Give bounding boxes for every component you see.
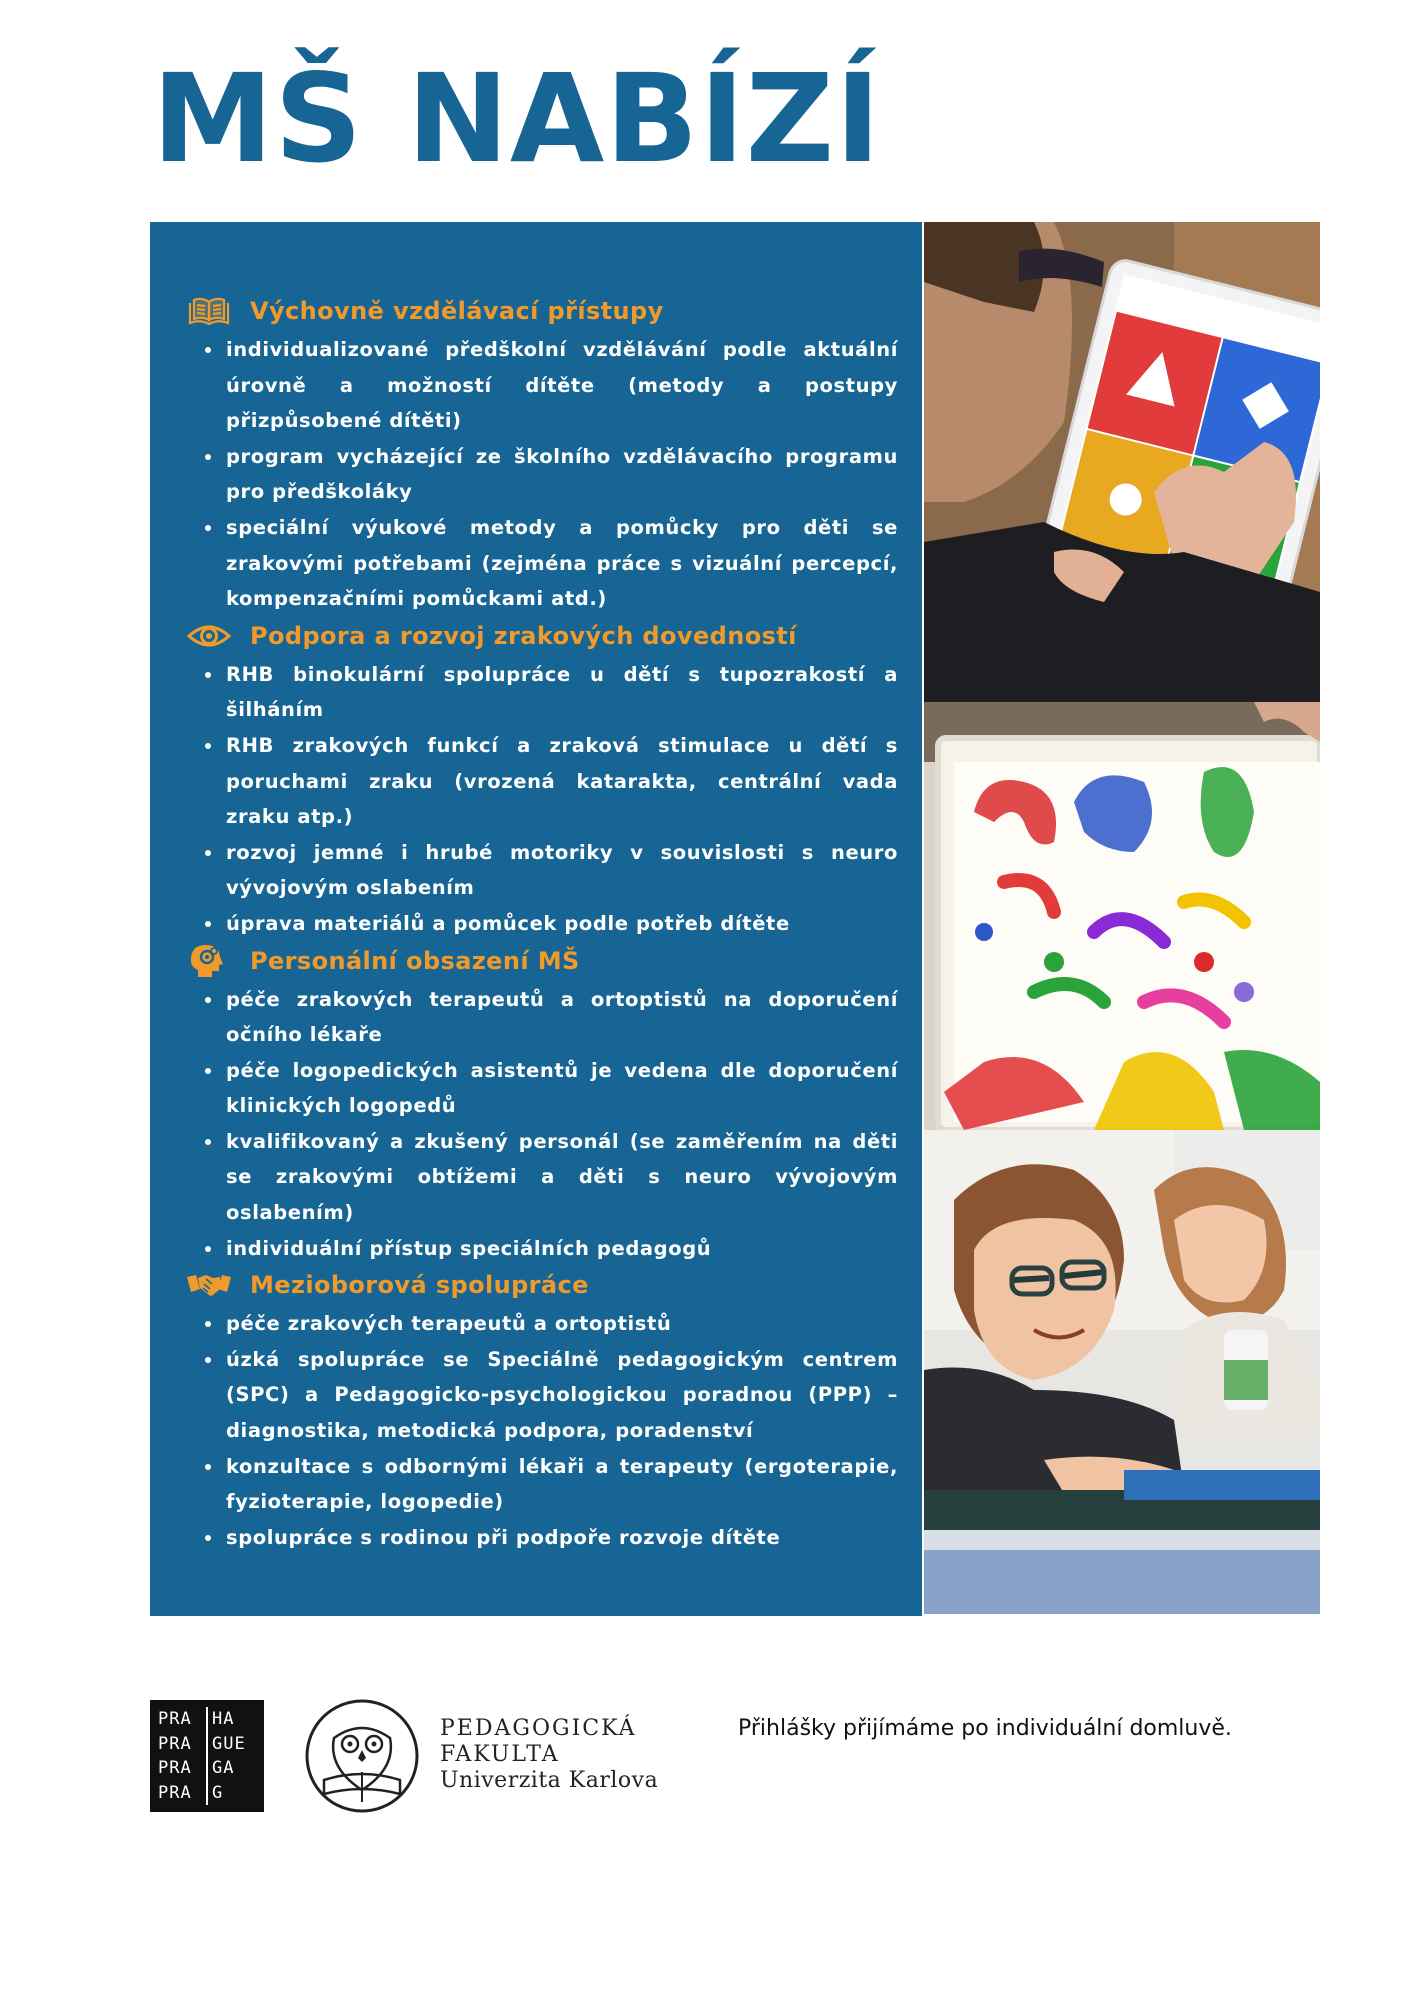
praha-logo <box>150 1700 264 1812</box>
praha-logo-text: PRA <box>158 1758 192 1778</box>
faculty-name <box>440 1716 658 1794</box>
list-item: • kvalifikovaný a zkušený personál (se zaměřením na děti se zrakovými obtížemi a děti s neuro vývojovým oslabením) <box>224 1124 898 1231</box>
list-item: • úzká spolupráce se Speciálně pedagogickým centrem (SPC) a Pedagogicko-psychologickou poradnou (PPP) – diagnostika, metodická podpora, poradenství <box>224 1342 898 1449</box>
faculty-university: Univerzita Karlova <box>440 1768 659 1793</box>
section-list <box>186 657 898 942</box>
page-title: MŠ NABÍZÍ <box>152 48 882 190</box>
praha-logo-text: PRA <box>158 1782 192 1803</box>
section-interdisciplinary <box>186 1266 898 1555</box>
photo-child-tablet <box>924 222 1320 702</box>
faculty-name-line: PEDAGOGICKÁ <box>440 1716 637 1741</box>
book-icon <box>186 293 234 329</box>
offer-content <box>186 292 898 1555</box>
section-visual-skills <box>186 617 898 942</box>
list-item: • péče zrakových terapeutů a ortoptistů <box>224 1306 898 1342</box>
list-item: • spolupráce s rodinou při podpoře rozvoje dítěte <box>224 1520 898 1556</box>
praha-logo-text: HA <box>206 1707 256 1732</box>
list-item: • program vycházející ze školního vzdělávacího programu pro předškoláky <box>224 439 898 510</box>
list-item: • péče logopedických asistentů je vedena dle doporučení klinických logopedů <box>224 1053 898 1124</box>
list-item: • konzultace s odbornými lékaři a terapeuty (ergoterapie, fyzioterapie, logopedie) <box>224 1449 898 1520</box>
photo-column <box>924 222 1320 1614</box>
list-item: • RHB binokulární spolupráce u dětí s tupozrakostí a šilháním <box>224 657 898 728</box>
praha-logo-text: GA <box>206 1756 256 1781</box>
list-item: • speciální výukové metody a pomůcky pro děti se zrakovými potřebami (zejména práce s vizuální percepcí, kompenzačními pomůckami atd.) <box>224 510 898 617</box>
praha-logo-text: GUE <box>206 1732 256 1757</box>
section-heading: Personální obsazení MŠ <box>250 946 580 975</box>
section-staff <box>186 942 898 1267</box>
offer-panel <box>150 222 922 1616</box>
list-item: • individualizované předškolní vzdělávání podle aktuální úrovně a možností dítěte (metody a postupy přizpůsobené dítěti) <box>224 332 898 439</box>
section-heading: Podpora a rozvoj zrakových dovedností <box>250 621 797 650</box>
list-item: • péče zrakových terapeutů a ortoptistů na doporučení očního lékaře <box>224 982 898 1053</box>
section-list <box>186 332 898 617</box>
handshake-icon <box>186 1267 234 1303</box>
photo-smiling-boy <box>924 1130 1320 1614</box>
eye-icon <box>186 618 234 654</box>
head-gears-icon <box>186 943 234 979</box>
section-educational-approaches <box>186 292 898 617</box>
list-item: • rozvoj jemné i hrubé motoriky v souvislosti s neuro vývojovým oslabením <box>224 835 898 906</box>
photo-light-table <box>924 702 1320 1130</box>
section-heading: Mezioborová spolupráce <box>250 1271 589 1300</box>
section-heading: Výchovně vzdělávací přístupy <box>250 297 664 325</box>
list-item: • RHB zrakových funkcí a zraková stimulace u dětí s poruchami zraku (vrozená katarakta, centrální vada zraku atp.) <box>224 728 898 835</box>
list-item: • individuální přístup speciálních pedagogů <box>224 1231 898 1267</box>
praha-logo-text: G <box>206 1781 256 1806</box>
praha-logo-text: PRA <box>158 1733 192 1754</box>
praha-logo-text: PRA <box>158 1709 192 1729</box>
faculty-name-line: FAKULTA <box>440 1742 560 1767</box>
application-note: Přihlášky přijímáme po individuální domluvě. <box>738 1716 1232 1741</box>
list-item: • úprava materiálů a pomůcek podle potřeb dítěte <box>224 906 898 942</box>
section-list <box>186 1306 898 1555</box>
section-list <box>186 982 898 1267</box>
owl-emblem-icon <box>304 1698 420 1814</box>
